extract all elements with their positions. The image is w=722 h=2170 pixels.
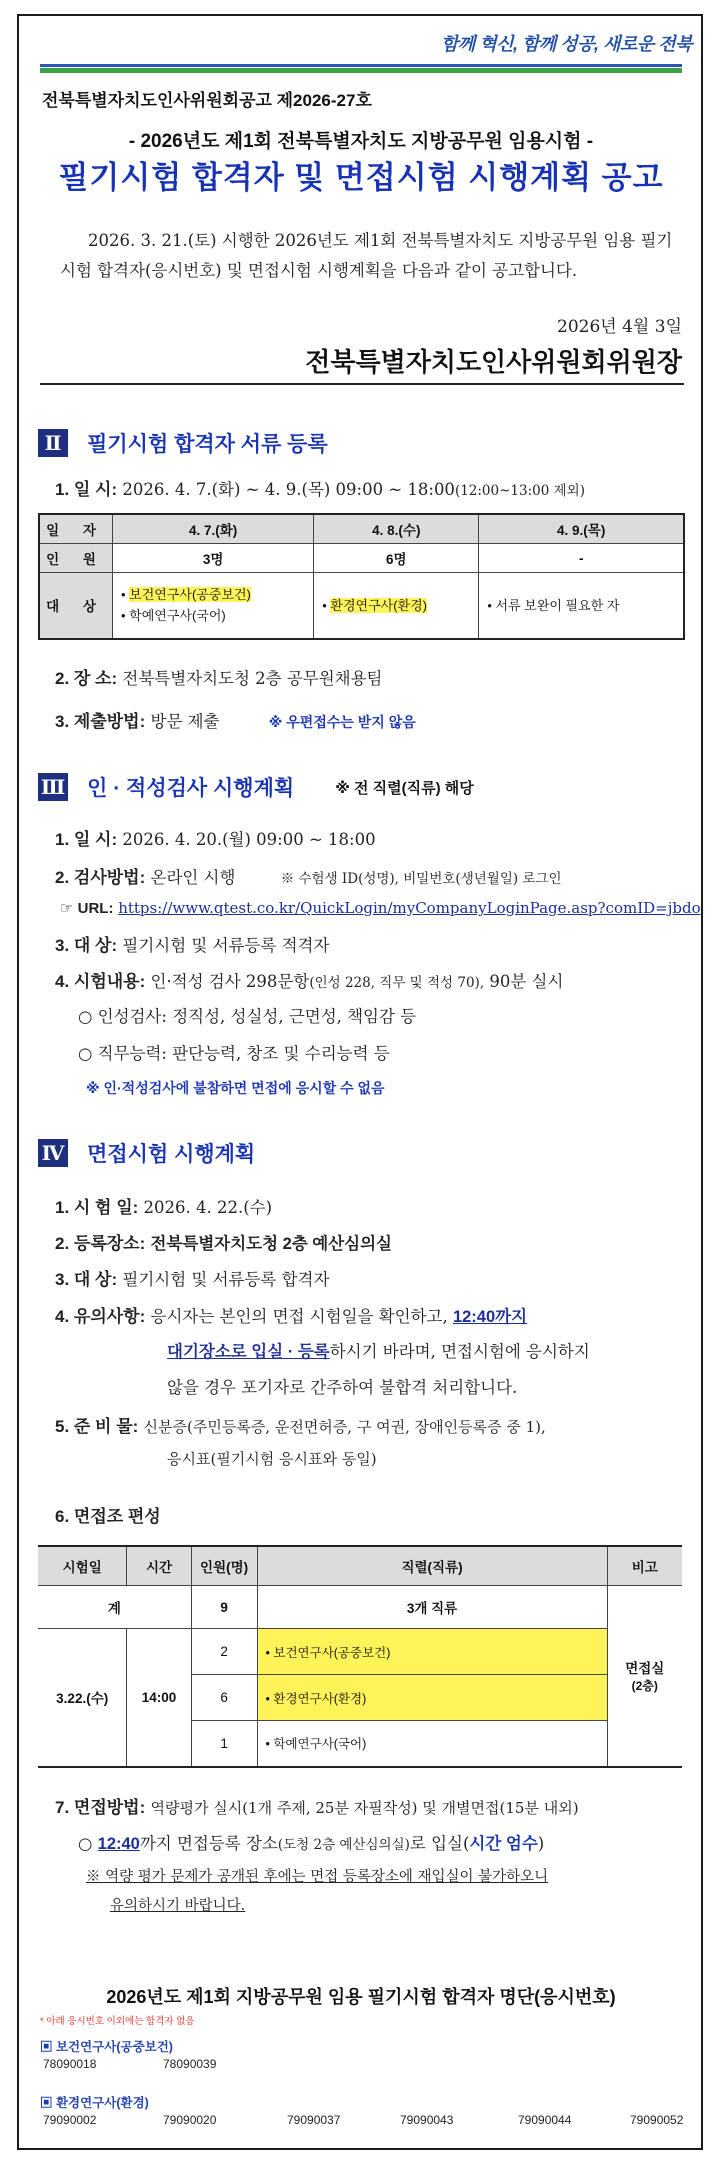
sec4-item-7 (55, 1793, 579, 1818)
roster-group-2-number: 79090044 (518, 2113, 572, 2127)
bullet-text-post: 로 입실( (409, 1834, 470, 1853)
target-3a: 서류 보완이 필요한 자 (495, 597, 620, 613)
interview-group-table (38, 1545, 682, 1768)
section-3-mark: Ⅲ (38, 773, 68, 801)
bullet-circle: ○ (78, 1834, 93, 1853)
group-row-3-job: • 학예연구사(국어) (257, 1721, 607, 1767)
issuing-authority: 전북특별자치도인사위원회위원장 (305, 347, 682, 377)
target-col-3: • 서류 보완이 필요한 자 (479, 573, 684, 639)
divider (40, 383, 684, 385)
group-row-2-job-name: 환경연구사(환경) (273, 1691, 367, 1706)
count-col-2: 6명 (314, 544, 479, 573)
checkin-time: 12:40 (97, 1835, 140, 1853)
sec3-url-line (60, 899, 701, 917)
sec4-item-5-label: 5. 준 비 물: (55, 1417, 139, 1436)
header-rule-green (40, 68, 682, 73)
bullet-text-end: ) (537, 1834, 545, 1853)
target-col-2: • 환경연구사(환경) (314, 573, 479, 639)
sec2-item-2-value: 전북특별자치도청 2층 공무원채용팀 (122, 669, 383, 688)
slogan: 함께 혁신, 함께 성공, 새로운 전북 (440, 34, 692, 54)
sec4-item-1-label: 1. 시 험 일: (55, 1198, 139, 1217)
group-row-2-job: • 환경연구사(환경) (257, 1675, 607, 1721)
note-floor: (2층) (631, 1679, 658, 1694)
sec4-item-3-value: 필기시험 및 서류등록 합격자 (122, 1270, 330, 1289)
row-label-target: 대 상 (39, 573, 113, 639)
sec4-item-2-label: 2. 등록장소: (55, 1234, 146, 1253)
target-2a: 환경연구사(환경) (330, 597, 427, 613)
sec3-item-4-value-b: 90분 실시 (489, 972, 564, 991)
roster-note: * 아래 응시번호 이외에는 합격자 없음 (40, 2016, 195, 2027)
section-3-note: ※ 전 직렬(직류) 해당 (335, 779, 474, 797)
section-2-heading (38, 428, 328, 458)
sec4-item-4-line-3: 않을 경우 포기자로 간주하여 불합격 처리합니다. (167, 1378, 518, 1397)
roster-group-2-number: 79090037 (287, 2113, 341, 2127)
sec4-item-7-value: 역량평가 실시(1개 주제, 25분 자필작성) 및 개별면접(15분 내외) (150, 1799, 579, 1817)
col-job: 직렬(직류) (257, 1546, 607, 1586)
sec4-item-4 (55, 1302, 527, 1327)
sec4-item-1-value: 2026. 4. 22.(수) (143, 1198, 273, 1217)
col-count: 인원(명) (191, 1546, 257, 1586)
sum-label: 계 (38, 1586, 191, 1629)
target-1a: 보건연구사(공중보건) (129, 587, 251, 603)
sec4-item-4-line-2 (167, 1338, 590, 1362)
sum-jobs: 3개 직류 (257, 1586, 607, 1629)
date-col-2: 4. 8.(수) (314, 514, 479, 544)
section-4-title: 면접시험 시행계획 (87, 1143, 256, 1166)
sec4-item-7-note-a: ※ 역량 평가 문제가 공개된 후에는 면접 등록장소에 재입실이 불가하오니 (86, 1869, 549, 1885)
notice-number: 전북특별자치도인사위원회공고 제2026-27호 (42, 91, 372, 110)
roster-group-2-name: ▣ 환경연구사(환경) (40, 2096, 149, 2110)
sec3-item-4-note: (인성 228, 직무 및 적성 70), (309, 975, 485, 991)
sec4-item-7-label: 7. 면접방법: (55, 1798, 146, 1817)
count-col-3: - (479, 544, 684, 573)
roster-group-2-number: 79090002 (43, 2113, 97, 2127)
sec4-item-4-checkin: 대기장소로 입실 · 등록 (167, 1343, 330, 1361)
sec2-item-3-label: 3. 제출방법: (55, 712, 146, 731)
sec4-item-2 (55, 1229, 392, 1254)
roster-group-2-number: 79090052 (630, 2113, 684, 2127)
sec3-bullet-1: ○ 인성검사: 정직성, 성실성, 근면성, 책임감 등 (78, 1007, 417, 1026)
sec3-item-1-label: 1. 일 시: (55, 830, 118, 849)
url-label: ☞ URL: (60, 900, 114, 917)
col-note: 비고 (607, 1546, 682, 1586)
target-1b: 학예연구사(국어) (129, 608, 226, 624)
group-row-1-job: • 보건연구사(공중보건) (257, 1629, 607, 1675)
registration-table (38, 513, 685, 640)
roster-title: 2026년도 제1회 지방공무원 임용 필기시험 합격자 명단(응시번호) (106, 1987, 616, 2007)
sum-count: 9 (191, 1586, 257, 1629)
sec3-item-2-note: ※ 수험생 ID(성명), 비밀번호(생년월일) 로그인 (280, 871, 562, 887)
sec4-item-3 (55, 1265, 329, 1290)
qtest-link[interactable]: https://www.qtest.co.kr/QuickLogin/myCompanyLoginPage.asp?comID=jbdo (118, 899, 701, 917)
sec3-item-4-value-a: 인·적성 검사 298문항 (150, 972, 310, 991)
col-exam-date: 시험일 (38, 1546, 127, 1586)
sec2-item-2-label: 2. 장 소: (55, 669, 118, 688)
sec4-item-1 (55, 1193, 272, 1218)
group-row-1-count: 2 (191, 1629, 257, 1675)
section-2-title: 필기시험 합격자 서류 등록 (87, 433, 328, 456)
note-cell (607, 1586, 682, 1767)
section-4-heading (38, 1138, 255, 1168)
sec2-item-1-label: 1. 일 시: (55, 480, 118, 499)
sec4-item-7-note-b: 유의하시기 바랍니다. (110, 1898, 246, 1914)
sec3-item-2-label: 2. 검사방법: (55, 868, 146, 887)
sec3-item-3-label: 3. 대 상: (55, 936, 118, 955)
sec2-item-1-note: (12:00~13:00 제외) (454, 483, 585, 499)
sec2-item-3-note: ※ 우편접수는 받지 않음 (268, 714, 416, 730)
section-4-mark: Ⅳ (38, 1139, 68, 1167)
sec4-item-6-label: 6. 면접조 편성 (55, 1507, 161, 1526)
sec3-item-1 (55, 825, 376, 850)
sec3-item-4 (55, 967, 563, 992)
section-3-heading (38, 772, 474, 802)
section-2-mark: Ⅱ (38, 429, 68, 457)
sec2-item-1 (55, 475, 585, 500)
col-time: 시간 (127, 1546, 191, 1586)
sec3-item-3-value: 필기시험 및 서류등록 적격자 (122, 936, 330, 955)
group-row-1-job-name: 보건연구사(공중보건) (273, 1645, 391, 1660)
roster-group-2-number: 79090043 (400, 2113, 454, 2127)
section-3-title: 인 · 적성검사 시행계획 (87, 777, 295, 800)
bullet-text-mid: 까지 면접등록 장소 (139, 1834, 278, 1853)
sub-heading: - 2026년도 제1회 전북특별자치도 지방공무원 임용시험 - (128, 131, 594, 152)
sec4-item-3-label: 3. 대 상: (55, 1270, 118, 1289)
sec4-item-5-text-a: 신분증(주민등록증, 운전면허증, 구 여권, 장애인등록증 중 1), (143, 1418, 546, 1436)
row-label-date: 일 자 (39, 514, 113, 544)
time-strict: 시간 엄수 (469, 1835, 538, 1853)
sec4-item-5 (55, 1412, 546, 1437)
roster-group-2-number: 79090020 (163, 2113, 217, 2127)
group-row-3-job-name: 학예연구사(국어) (273, 1737, 367, 1752)
sec3-item-2-value: 온라인 시행 (150, 868, 236, 887)
sec3-item-2 (55, 863, 562, 888)
intro-paragraph: 2026. 3. 21.(토) 시행한 2026년도 제1회 전북특별자치도 지방공무원 임용 필기시험 합격자(응시번호) 및 면접시험 시행계획을 다음과 같이 공고합니다. (60, 231, 673, 280)
target-col-1: • 보건연구사(공중보건) • 학예연구사(국어) (113, 573, 314, 639)
sec2-item-3 (55, 707, 416, 732)
bullet-text-small: (도청 2층 예산심의실) (277, 1837, 410, 1853)
date-col-3: 4. 9.(목) (479, 514, 684, 544)
sec3-warning: ※ 인·적성검사에 불참하면 면접에 응시할 수 없음 (86, 1080, 385, 1096)
sec2-item-2 (55, 664, 382, 689)
sec3-item-4-label: 4. 시험내용: (55, 972, 146, 991)
sec3-item-3 (55, 931, 329, 956)
sec2-item-3-value: 방문 제출 (150, 712, 220, 731)
sec2-item-1-value: 2026. 4. 7.(화) ~ 4. 9.(목) 09:00 ~ 18:00 (122, 480, 455, 499)
header-rule-blue (40, 64, 682, 67)
date-col-1: 4. 7.(화) (113, 514, 314, 544)
sec4-item-2-value: 전북특별자치도청 2층 예산심의실 (150, 1235, 392, 1253)
sec4-item-4-text-a: 응시자는 본인의 면접 시험일을 확인하고, (150, 1307, 448, 1326)
sec3-item-1-value: 2026. 4. 20.(월) 09:00 ~ 18:00 (122, 830, 376, 849)
group-date: 3.22.(수) (38, 1629, 127, 1767)
note-room: 면접실 (625, 1661, 665, 1677)
roster-group-1-name: ▣ 보건연구사(공중보건) (40, 2040, 173, 2054)
roster-group-1-number: 78090039 (163, 2057, 217, 2071)
sec4-item-4-label: 4. 유의사항: (55, 1307, 146, 1326)
sec4-item-4-text-b: 하시기 바라며, 면접시험에 응시하지 (329, 1342, 590, 1361)
sec4-item-6 (55, 1502, 161, 1527)
sec4-item-4-time: 12:40까지 (452, 1308, 528, 1326)
group-row-3-count: 1 (191, 1721, 257, 1767)
sec3-bullet-2: ○ 직무능력: 판단능력, 창조 및 수리능력 등 (78, 1044, 390, 1063)
sec4-item-5-text-b: 응시표(필기시험 응시표와 동일) (167, 1450, 377, 1468)
page-title: 필기시험 합격자 및 면접시험 시행계획 공고 (58, 160, 664, 195)
sec4-item-7-bullet (78, 1830, 544, 1854)
count-col-1: 3명 (113, 544, 314, 573)
roster-group-1-number: 78090018 (43, 2057, 97, 2071)
notice-date: 2026년 4월 3일 (557, 317, 682, 337)
row-label-count: 인 원 (39, 544, 113, 573)
group-time: 14:00 (127, 1629, 191, 1767)
group-row-2-count: 6 (191, 1675, 257, 1721)
